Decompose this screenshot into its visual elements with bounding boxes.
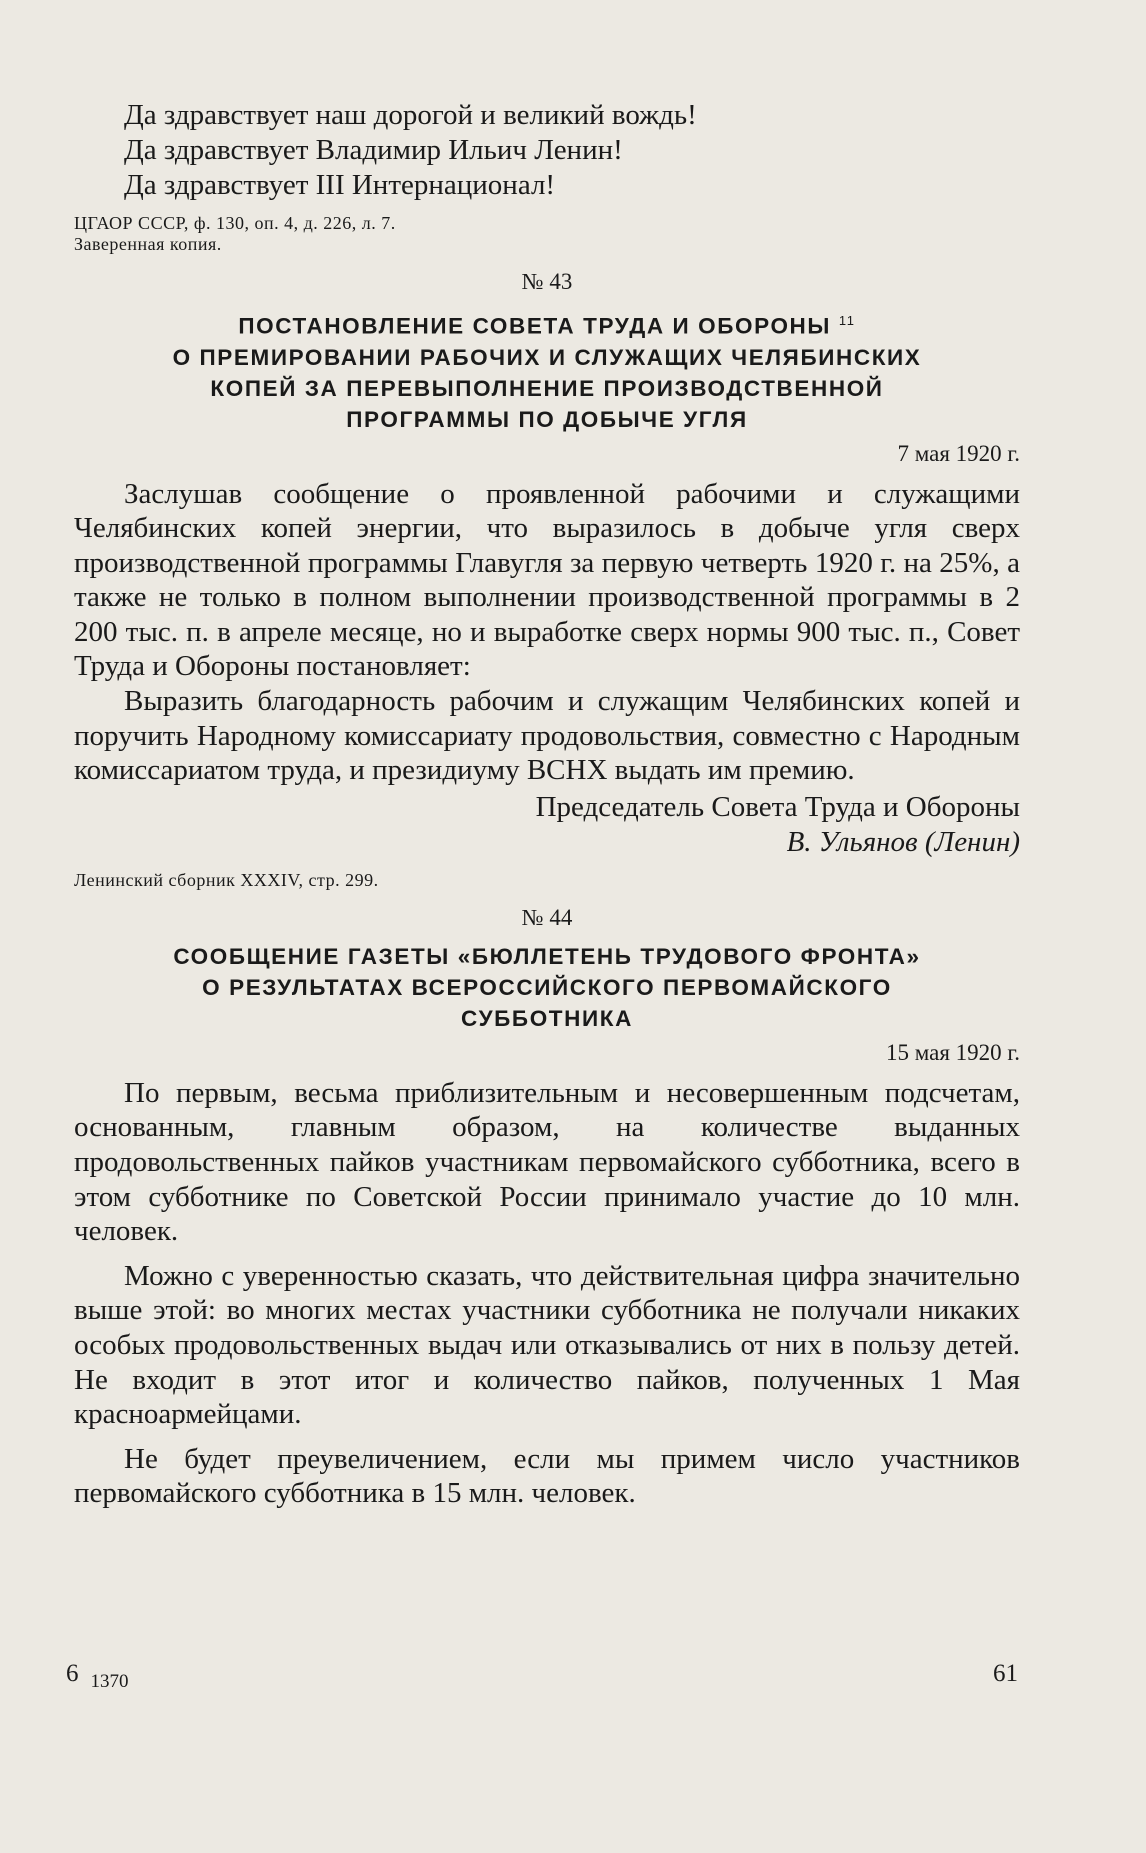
sheet-number: 1370 <box>90 1671 129 1692</box>
page-footer <box>66 1660 1018 1700</box>
doc43-title-line: О ПРЕМИРОВАНИИ РАБОЧИХ И СЛУЖАЩИХ ЧЕЛЯБИНСКИХ <box>172 344 922 370</box>
footnote-mark: 11 <box>838 313 856 328</box>
doc43-title-line: ПРОГРАММЫ ПО ДОБЫЧЕ УГЛЯ <box>346 406 748 432</box>
doc44-date: 15 мая 1920 г. <box>885 1039 1020 1065</box>
intro-line: Да здравствует наш дорогой и великий вождь! <box>124 99 697 131</box>
footer-left <box>66 1660 129 1692</box>
doc44-title-line: О РЕЗУЛЬТАТАХ ВСЕРОССИЙСКОГО ПЕРВОМАЙСКОГО <box>202 974 892 1000</box>
doc43-date: 7 мая 1920 г. <box>897 440 1020 466</box>
doc43-paragraph: Заслушав сообщение о проявленной рабочими и служащими Челябинских копей энергии, что выразилось в добыче угля сверх производственной программы Главугля за первую четверть 1920 г. на 25%, а также не только в полном выполнении производственной программы в 2 200 тыс. п. в апреле месяце, но и выработке сверх нормы 900 тыс. п., Совет Труда и Обороны постановляет: <box>74 477 1020 683</box>
doc44-number: № 44 <box>521 904 573 930</box>
intro-line: Да здравствует III Интернационал! <box>124 169 556 201</box>
document-page <box>74 98 1020 1511</box>
doc44-title-line: СООБЩЕНИЕ ГАЗЕТЫ «БЮЛЛЕТЕНЬ ТРУДОВОГО ФРОНТА» <box>173 943 921 969</box>
doc43-number: № 43 <box>521 269 573 294</box>
doc43-source: Ленинский сборник XXXIV, стр. 299. <box>74 869 379 890</box>
page-number: 61 <box>993 1660 1018 1687</box>
doc43-paragraph: Выразить благодарность рабочим и служащим Челябинских копей и поручить Народному комиссариату продовольствия, совместно с Народным комиссариатом труда, и президиуму ВСНХ выдать им премию. <box>74 685 1020 787</box>
doc44-paragraph: По первым, весьма приблизительным и несовершенным подсчетам, основанным, главным образом, на количестве выданных продовольственных пайков участникам первомайского субботника, всего в этом субботнике по Советской России принимало участие до 10 млн. человек. <box>74 1076 1020 1248</box>
doc43-title-line: КОПЕЙ ЗА ПЕРЕВЫПОЛНЕНИЕ ПРОИЗВОДСТВЕННОЙ <box>210 375 884 401</box>
doc43-title-line: ПОСТАНОВЛЕНИЕ СОВЕТА ТРУДА И ОБОРОНЫ $^{11}$ <box>238 313 856 339</box>
signature-mark: 6 <box>66 1660 79 1687</box>
doc44-title-line: СУББОТНИКА <box>461 1005 633 1031</box>
intro-line: Да здравствует Владимир Ильич Ленин! <box>124 134 623 166</box>
archive-source: ЦГАОР СССР, ф. 130, оп. 4, д. 226, л. 7. Заверенная копия. <box>74 213 396 254</box>
doc44-paragraph: Не будет преувеличением, если мы примем число участников первомайского субботника в 15 млн. человек. <box>74 1442 1020 1510</box>
signature-name: В. Ульянов (Ленин) <box>786 825 1020 858</box>
doc44-paragraph: Можно с уверенностью сказать, что действительная цифра значительно выше этой: во многих местах участники субботника не получали никаких особых продовольственных выдач или отказывались от них в пользу детей. Не входит в этот итог и количество пайков, полученных 1 Мая красноармейцами. <box>74 1259 1020 1431</box>
signature-title: Председатель Совета Труда и Обороны <box>535 790 1020 823</box>
